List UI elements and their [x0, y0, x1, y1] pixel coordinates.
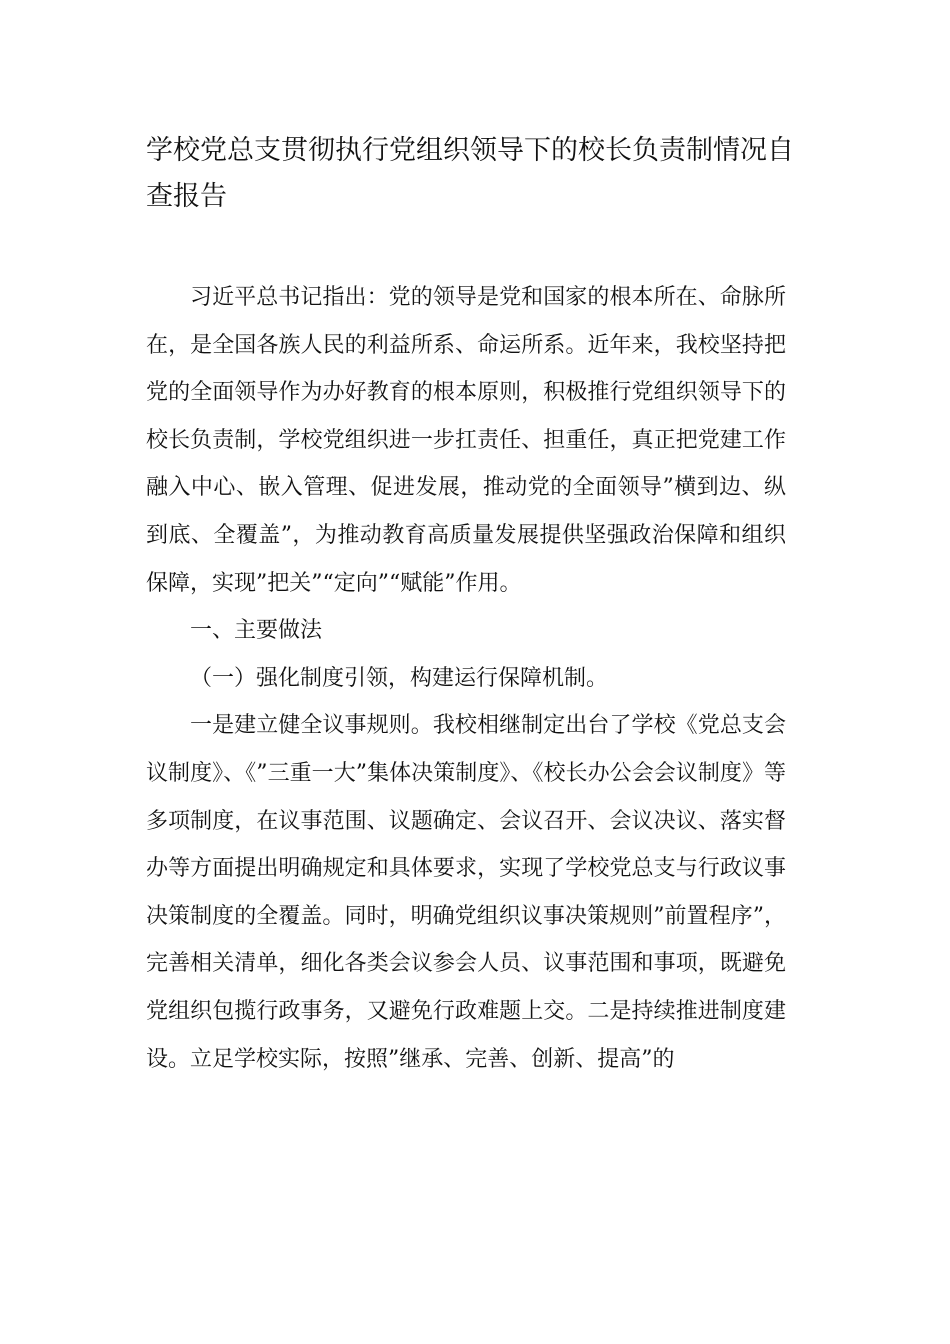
paragraph-intro: 习近平总书记指出：党的领导是党和国家的根本所在、命脉所在，是全国各族人民的利益所系、命运所系。近年来，我校坚持把党的全面领导作为办好教育的根本原则，积极推行党组织领导下的校长负责制，学校党组织进一步扛责任、担重任，真正把党建工作融入中心、嵌入管理、促进发展，推动党的全面领导”横到边、纵到底、全覆盖”，为推动教育高质量发展提供坚强政治保障和组织保障，实现”把关”“定向”“赋能”作用。	[146, 285, 786, 596]
subsection-heading-1: （一）强化制度引领，构建运行保障机制。	[190, 665, 609, 691]
section-heading-main-practices: 一、主要做法	[190, 618, 323, 644]
paragraph-rules: 一是建立健全议事规则。我校相继制定出台了学校《党总支会议制度》、《”三重一大”集体决策制度》、《校长办公会会议制度》等多项制度，在议事范围、议题确定、会议召开、会议决议、落实督办等方面提出明确规定和具体要求，实现了学校党总支与行政议事决策制度的全覆盖。同时，明确党组织议事决策规则”前置程序”，完善相关清单，细化各类会议参会人员、议事范围和事项，既避免党组织包揽行政事务，又避免行政难题上交。二是持续推进制度建设。立足学校实际，按照”继承、完善、创新、提高”的	[146, 713, 786, 1072]
document-title: 学校党总支贯彻执行党组织领导下的校长负责制情况自查报告	[146, 135, 794, 212]
document-body	[146, 274, 786, 1083]
